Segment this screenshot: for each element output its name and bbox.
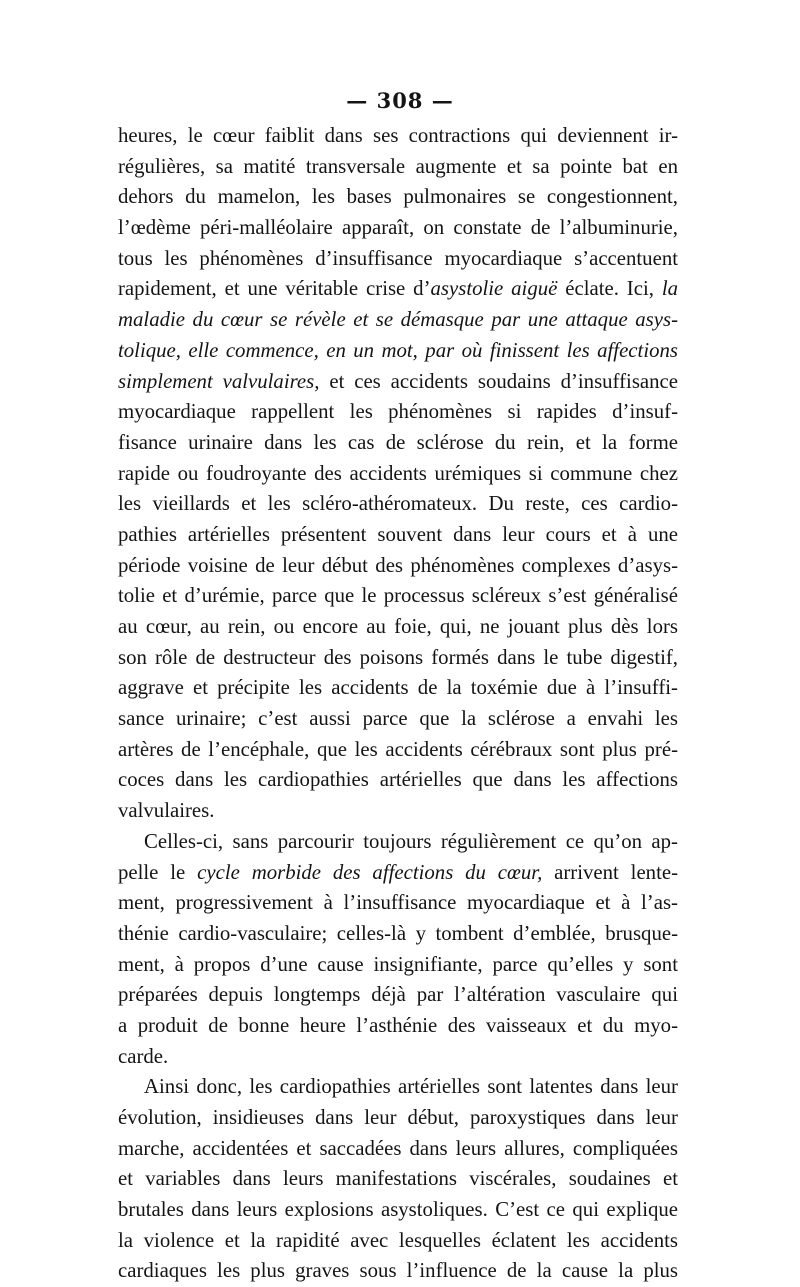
text-line: marche, accidentées et saccadées dans leurs allures, compliquées	[118, 1136, 678, 1160]
text-line: ment, à propos d’une cause insignifiante, parce qu’elles y sont	[118, 952, 678, 976]
text-line: tolie et d’urémie, parce que le processus scléreux s’est généralisé	[118, 584, 678, 608]
text-line: brutales dans leurs explosions asystoliques. C’est ce qui explique	[118, 1198, 678, 1222]
text-line: au cœur, au rein, ou encore au foie, qui, ne jouant plus dès lors	[118, 615, 678, 638]
text-line: tous les phénomènes d’insuffisance myocardiaque s’accentuent	[118, 246, 678, 270]
text-line: la violence et la rapidité avec lesquelles éclatent les accidents	[118, 1228, 678, 1252]
text-line: coces dans les cardiopathies artérielles que dans les affections	[118, 768, 678, 792]
text-line: dehors du mamelon, les bases pulmonaires se congestionnent,	[118, 185, 678, 209]
text-line: heures, le cœur faiblit dans ses contractions qui deviennent ir-	[118, 124, 678, 147]
text-line: maladie du cœur se révèle et se démasque par une attaque asys-	[118, 308, 678, 332]
text-line: valvulaires.	[118, 799, 215, 823]
text-line: cardiaques les plus graves sous l’influence de la cause la plus	[118, 1259, 678, 1283]
text-line: rapide ou foudroyante des accidents urémiques si commune chez	[118, 461, 678, 485]
paragraph-1	[118, 121, 678, 827]
text-line: aggrave et précipite les accidents de la toxémie due à l’insuffi-	[118, 676, 678, 700]
text-line: thénie cardio-vasculaire; celles-là y tombent d’emblée, brusque-	[118, 921, 678, 945]
text-line: a produit de bonne heure l’asthénie des vaisseaux et du myo-	[118, 1013, 678, 1037]
text-line: régulières, sa matité transversale augmente et sa pointe bat en	[118, 154, 678, 178]
text-line: tolique, elle commence, en un mot, par où finissent les affections	[118, 338, 678, 362]
text-line: myocardiaque rappellent les phénomènes si rapides d’insuf-	[118, 400, 678, 424]
paragraph-2	[118, 827, 678, 1073]
text-line: artères de l’encéphale, que les accidents cérébraux sont plus pré-	[118, 737, 678, 761]
text-line: Celles-ci, sans parcourir toujours régulièrement ce qu’on ap-	[144, 829, 678, 853]
text-line: les vieillards et les scléro-athéromateux. Du reste, ces cardio-	[118, 492, 678, 516]
text-line: rapidement, et une véritable crise d’asystolie aiguë éclate. Ici, la	[118, 277, 678, 301]
text-line: simplement valvulaires, et ces accidents soudains d’insuffisance	[118, 369, 678, 393]
text-line: préparées depuis longtemps déjà par l’altération vasculaire qui	[118, 983, 678, 1007]
text-line: pelle le cycle morbide des affections du cœur, arrivent lente-	[118, 860, 678, 884]
page-number: — 308 —	[346, 88, 454, 113]
paragraph-3	[118, 1072, 678, 1287]
text-line: son rôle de destructeur des poisons formés dans le tube digestif,	[118, 645, 678, 669]
text-line: Ainsi donc, les cardiopathies artérielles sont latentes dans leur	[144, 1075, 678, 1099]
text-line: évolution, insidieuses dans leur début, paroxystiques dans leur	[118, 1106, 678, 1129]
text-line: sance urinaire; c’est aussi parce que la sclérose a envahi les	[118, 707, 678, 731]
text-line: pathies artérielles présentent souvent dans leur cours et à une	[118, 522, 678, 546]
text-line: fisance urinaire dans les cas de sclérose du rein, et la forme	[118, 430, 678, 454]
text-line: ment, progressivement à l’insuffisance myocardiaque et à l’as-	[118, 891, 678, 915]
text-line: l’œdème péri-malléolaire apparaît, on constate de l’albuminurie,	[118, 216, 678, 240]
text-line: période voisine de leur début des phénomènes complexes d’asys-	[118, 553, 678, 577]
text-line: et variables dans leurs manifestations viscérales, soudaines et	[118, 1167, 678, 1191]
text-line: carde.	[118, 1044, 169, 1068]
body-text	[118, 121, 678, 1287]
